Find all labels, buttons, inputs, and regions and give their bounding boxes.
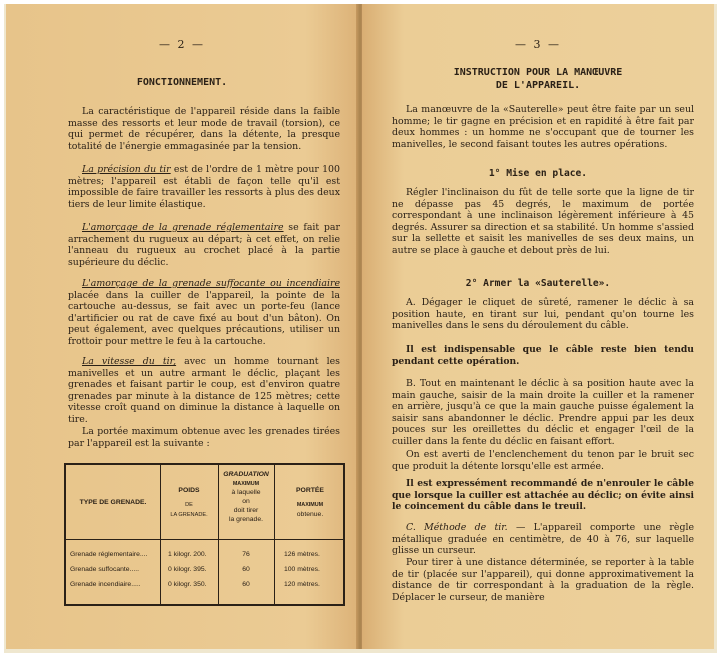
- right-page: [362, 4, 714, 649]
- th-poids: POIDS: [178, 487, 200, 494]
- th-poids-sub1: DE: [185, 502, 193, 508]
- note-b: Il est expressément recommandé de n'enrouler le câble que lorsque la cuiller est attachée au déclic; on évite ainsi le coincement du câble dans le treuil.: [392, 478, 694, 513]
- para-c: [392, 522, 694, 557]
- para-c-text: — L'appareil comporte une règle métallique graduée en centimètre, de 40 à 76, sur laquelle glisse un curseur.: [392, 522, 694, 557]
- left-para-6: La portée maximum obtenue avec les grenades tirées par l'appareil est la suivante :: [68, 426, 340, 449]
- row1-grad: 76: [242, 551, 250, 558]
- th-portee-sub1: MAXIMUM: [296, 502, 324, 508]
- row2-type: Grenade suffocante.....: [70, 566, 140, 573]
- left-para-4: [68, 278, 340, 348]
- page-number-left: — 2 —: [159, 38, 205, 51]
- left-para-2-text: est de l'ordre de 1 mètre pour 100 mètres; l'appareil est établi de façon telle qu'il est impossible de faire travailler les ressorts à plus des deux tiers de leur limite élastique.: [68, 164, 340, 210]
- right-heading-line2: DE L'APPAREIL.: [495, 80, 581, 91]
- th-portee: PORTÉE: [296, 487, 324, 494]
- left-para-4-text: placée dans la cuiller de l'appareil, la pointe de la cartouche au-dessus, se fait avec un porte-feu (lance d'artificier ou rat de cave fixé au bout d'un bâton). On peut également, avec quelques précautions, utiliser un frottoir pour mettre le feu à la cartouche.: [68, 289, 340, 347]
- para-c-lead: C. Méthode de tir.: [406, 522, 508, 533]
- left-para-5-lead: La vitesse du tir,: [82, 356, 177, 367]
- right-intro: La manœuvre de la «Sauterelle» peut être faite par un seul homme; le tir gagne en précision et en rapidité à être fait par deux hommes : un homme ne s'occupant que de tourner les manivelles, le second faisant toutes les autres opérations.: [392, 104, 694, 150]
- left-para-4-lead: L'amorçage de la grenade suffocante ou incendiaire: [82, 278, 340, 289]
- para-a: A. Dégager le cliquet de sûreté, ramener le déclic à sa position haute, en tirant sur lui, pendant qu'on tourne les manivelles dans le sens du déroulement du câble.: [392, 297, 694, 332]
- left-para-5-text: avec un homme tournant les manivelles et un autre armant le déclic, plaçant les grenades et faisant partir le coup, est d'environ quatre grenades par minute à la distance de 125 mètres; cette vitesse croît quand on diminue la distance à laquelle on tire.: [68, 356, 340, 425]
- row2-poids: 0 kilogr. 395.: [168, 566, 207, 573]
- left-para-3-text: se fait par arrachement du rugueux au départ; à cet effet, on relie l'anneau du rugueux au crochet placé à la partie supérieure du déclic.: [68, 222, 340, 268]
- row2-grad: 60: [242, 566, 250, 573]
- page-number-right: — 3 —: [515, 38, 561, 51]
- th-grad-sub4: doit tirer: [233, 507, 259, 514]
- left-para-3-lead: L'amorçage de la grenade réglementaire: [82, 222, 284, 233]
- row3-grad: 60: [242, 581, 250, 588]
- th-type: TYPE DE GRENADE.: [79, 499, 147, 506]
- th-graduation: GRADUATION: [223, 471, 269, 478]
- left-para-2-lead: La précision du tir: [82, 164, 171, 175]
- row1-type: Grenade réglementaire....: [70, 551, 148, 558]
- th-portee-sub2: obtenue.: [296, 511, 324, 518]
- left-para-2: [68, 164, 340, 210]
- booklet-spread: [4, 4, 717, 653]
- left-heading: FONCTIONNEMENT.: [136, 77, 228, 88]
- left-para-3: [68, 222, 340, 268]
- left-para-1: La caractéristique de l'appareil réside dans la faible masse des ressorts et leur mode de travail (torsion), ce qui permet de récupérer, dans la détente, la presque totalité de l'énergie emmagasinée par la tension.: [68, 106, 340, 152]
- th-grad-sub5: la grenade.: [228, 516, 263, 523]
- left-para-5: [68, 356, 340, 426]
- left-page: [6, 4, 358, 649]
- note-a: Il est indispensable que le câble reste bien tendu pendant cette opération.: [392, 344, 694, 367]
- section1-text: Régler l'inclinaison du fût de telle sorte que la ligne de tir ne dépasse pas 45 degrés, le maximum de portée correspondant à une inclinaison légèrement inférieure à 45 degrés. Assurer sa direction et sa stabilité. Un homme s'assied sur la sellette et saisit les manivelles de ses deux mains, un autre se place à gauche et debout près de lui.: [392, 187, 694, 256]
- row2-portee: 100 mètres.: [284, 566, 320, 573]
- para-b2: On est averti de l'enclenchement du tenon par le bruit sec que produit la détente lorsqu'elle est armée.: [392, 449, 694, 472]
- row1-portee: 126 mètres.: [284, 551, 320, 558]
- th-grad-sub3: on: [242, 498, 250, 505]
- para-c2: Pour tirer à une distance déterminée, se reporter à la table de tir (placée sur l'appareil), qui donne approximativement la distance de tir correspondant à la graduation de la règle. Déplacer le curseur, de manière: [392, 557, 694, 603]
- section1-title: 1° Mise en place.: [488, 168, 588, 179]
- th-grad-sub2: à laquelle: [231, 489, 261, 496]
- row3-type: Grenade incendiaire.....: [70, 581, 141, 588]
- para-b: B. Tout en maintenant le déclic à sa position haute avec la main gauche, saisir de la main droite la cuiller et la ramener en arrière, jusqu'à ce que la main gauche puisse également la saisir sans abandonner le déclic. Prendre appui par les deux pouces sur les oreillettes du déclic et engager l'œil de la cuiller dans la fente du déclic en faisant effort.: [392, 378, 694, 447]
- row3-poids: 0 kilogr. 350.: [168, 581, 207, 588]
- row1-poids: 1 kilogr. 200.: [168, 551, 207, 558]
- th-grad-sub1: MAXIMUM: [232, 481, 260, 487]
- range-table: [64, 463, 345, 606]
- section2-title: 2° Armer la «Sauterelle».: [465, 278, 611, 289]
- th-poids-sub2: LA GRENADE.: [170, 512, 208, 518]
- row3-portee: 120 mètres.: [284, 581, 320, 588]
- right-heading-line1: INSTRUCTION POUR LA MANŒUVRE: [453, 67, 623, 78]
